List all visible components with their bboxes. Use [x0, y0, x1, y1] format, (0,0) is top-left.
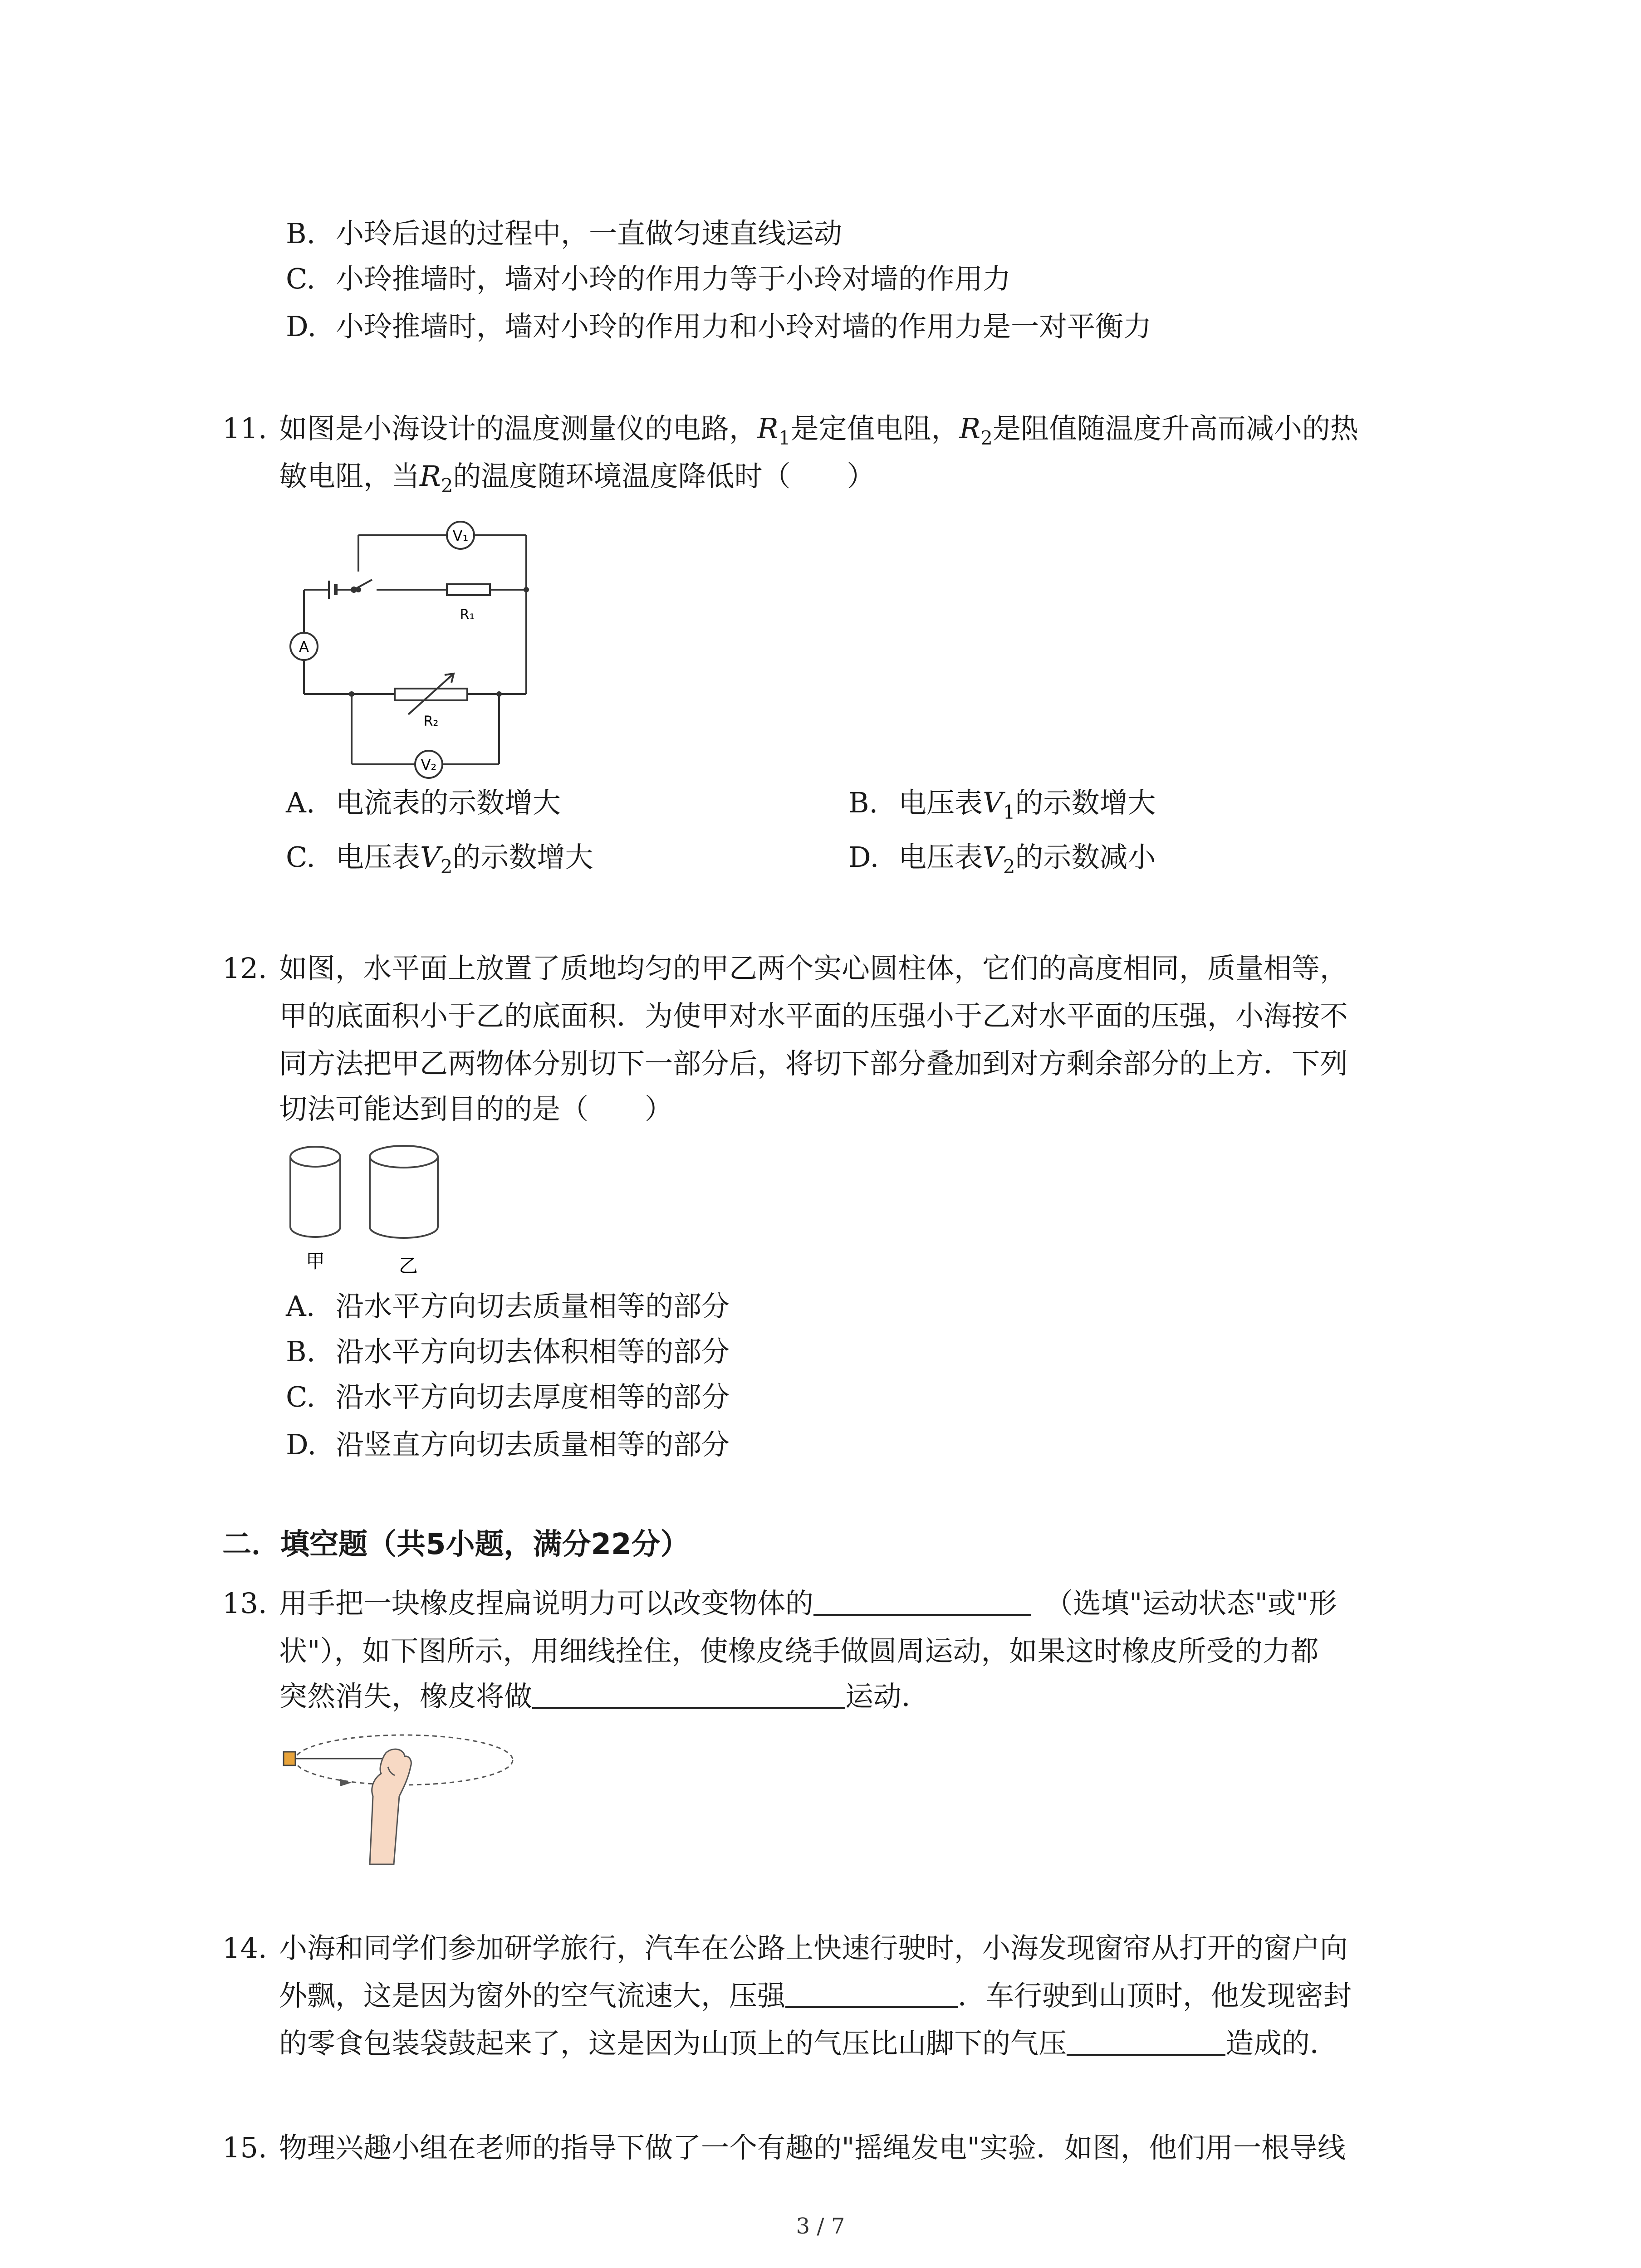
q10-option-c: [286, 261, 1011, 297]
question-number: 13.: [222, 1587, 267, 1620]
q11-option-b: [848, 785, 1156, 831]
q11-option-d: [848, 839, 1156, 885]
question-number: 15.: [222, 2131, 267, 2164]
q14-stem-line2: [279, 1978, 1352, 2014]
stem-text: 造成的．: [1225, 2027, 1338, 2060]
stem-text: 运动．: [845, 1680, 930, 1713]
option-text: 沿水平方向切去质量相等的部分: [336, 1290, 730, 1323]
option-letter: D.: [286, 310, 317, 343]
q12-option-c: [286, 1379, 730, 1415]
q11-stem-line1: [279, 411, 1358, 456]
answer-blank[interactable]: [532, 1679, 845, 1709]
stem-text: 是阻值随温度升高而减小的热: [992, 412, 1358, 445]
q11-option-a: [286, 785, 561, 821]
option-letter: B.: [848, 786, 878, 819]
option-text: 电压表: [898, 841, 983, 874]
q13-stem-line1: [279, 1585, 1337, 1622]
r2-label: R₂: [423, 714, 439, 729]
option-letter: A.: [286, 786, 315, 819]
option-letter: B.: [286, 217, 316, 250]
option-letter: C.: [286, 262, 315, 295]
option-text: 电压表: [898, 786, 983, 819]
option-text: 的示数增大: [1015, 786, 1156, 819]
stem-text: 的零食包装袋鼓起来了，这是因为山顶上的气压比山脚下的气压: [279, 2027, 1067, 2060]
variable-r2: $R_2$: [420, 459, 453, 497]
cylinders-diagram: [272, 1139, 463, 1284]
q14-stem-line1: 小海和同学们参加研学旅行，汽车在公路上快速行驶时，小海发现窗帘从打开的窗户向: [279, 1931, 1348, 1965]
option-text: 的示数减小: [1015, 841, 1156, 874]
option-letter: D.: [848, 841, 879, 874]
q14-stem-line3: [279, 2025, 1338, 2062]
stem-text: 用手把一块橡皮捏扁说明力可以改变物体的: [279, 1587, 814, 1620]
stem-text: （选填"运动状态"或"形: [1045, 1587, 1337, 1620]
stem-text: 外飘，这是因为窗外的空气流速大，压强: [279, 1979, 786, 2012]
option-text: 沿竖直方向切去质量相等的部分: [336, 1428, 730, 1461]
answer-blank[interactable]: [813, 1586, 1031, 1616]
r1-label: R₁: [460, 607, 475, 623]
q10-option-b: [286, 215, 842, 252]
option-letter: C.: [286, 1380, 315, 1413]
label-jia: 甲: [305, 1250, 325, 1272]
option-text: 沿水平方向切去体积相等的部分: [336, 1335, 730, 1368]
ammeter-label: A: [299, 638, 309, 655]
question-number: 14.: [222, 1931, 267, 1965]
stem-text: 如图是小海设计的温度测量仪的电路，: [279, 412, 758, 445]
circuit-diagram: [272, 513, 554, 785]
q15-stem-line1: 物理兴趣小组在老师的指导下做了一个有趣的"摇绳发电"实验．如图，他们用一根导线: [279, 2131, 1346, 2164]
q12-stem-line4: 切法可能达到目的的是（ ）: [279, 1092, 673, 1125]
q10-option-d: [286, 308, 1151, 345]
stem-text: ．车行驶到山顶时，他发现密封: [958, 1979, 1352, 2012]
option-text: 小玲推墙时，墙对小玲的作用力和小玲对墙的作用力是一对平衡力: [336, 310, 1152, 343]
section-heading: 二．填空题（共5小题，满分22分）: [222, 1528, 690, 1561]
q13-stem-line2: 状"），如下图所示，用细线拴住，使橡皮绕手做圆周运动，如果这时橡皮所受的力都: [279, 1634, 1319, 1667]
option-letter: B.: [286, 1335, 316, 1368]
hand-eraser-illustration: [272, 1728, 526, 1873]
variable-r1: $R_1$: [757, 412, 791, 449]
stem-text: 的温度随环境温度降低时（ ）: [453, 459, 875, 493]
q12-stem-line1: 如图，水平面上放置了质地均匀的甲乙两个实心圆柱体，它们的高度相同，质量相等，: [279, 952, 1348, 985]
v1-meter-label: V₁: [452, 527, 469, 544]
v2-meter-label: V₂: [421, 756, 437, 773]
answer-blank[interactable]: [1067, 2026, 1225, 2056]
variable-v1: $V_1$: [983, 786, 1015, 823]
answer-blank[interactable]: [785, 1978, 958, 2008]
q12-stem-line2: 甲的底面积小于乙的底面积．为使甲对水平面的压强小于乙对水平面的压强，小海按不: [279, 999, 1348, 1032]
question-number: 11.: [222, 412, 267, 445]
q11-stem-line2: [279, 458, 875, 504]
option-text: 电压表: [336, 841, 421, 874]
q12-stem-line3: 同方法把甲乙两物体分别切下一部分后，将切下部分叠加到对方剩余部分的上方．下列: [279, 1047, 1348, 1080]
option-letter: C.: [286, 841, 315, 874]
hand-icon: [370, 1749, 411, 1864]
option-text: 沿水平方向切去厚度相等的部分: [336, 1380, 730, 1413]
q13-stem-line3: [279, 1678, 930, 1715]
option-text: 小玲推墙时，墙对小玲的作用力等于小玲对墙的作用力: [336, 262, 1011, 295]
variable-r2: $R_2$: [959, 412, 993, 449]
stem-text: 是定值电阻，: [790, 412, 960, 445]
q11-option-c: [286, 839, 593, 885]
option-letter: D.: [286, 1428, 317, 1461]
option-text: 小玲后退的过程中，一直做匀速直线运动: [336, 217, 843, 250]
page-number: 3 / 7: [796, 2214, 845, 2239]
variable-v2: $V_2$: [983, 841, 1015, 878]
option-text: 电流表的示数增大: [336, 786, 561, 819]
option-letter: A.: [286, 1290, 315, 1323]
q12-option-a: [286, 1288, 730, 1325]
stem-text: 突然消失，橡皮将做: [279, 1680, 533, 1713]
q12-option-b: [286, 1334, 730, 1370]
q12-option-d: [286, 1427, 730, 1463]
question-number: 12.: [222, 952, 267, 985]
label-yi: 乙: [398, 1255, 418, 1277]
variable-v2: $V_2$: [420, 841, 453, 878]
eraser-icon: [284, 1752, 295, 1765]
option-text: 的示数增大: [452, 841, 593, 874]
stem-text: 敏电阻，当: [279, 459, 420, 493]
